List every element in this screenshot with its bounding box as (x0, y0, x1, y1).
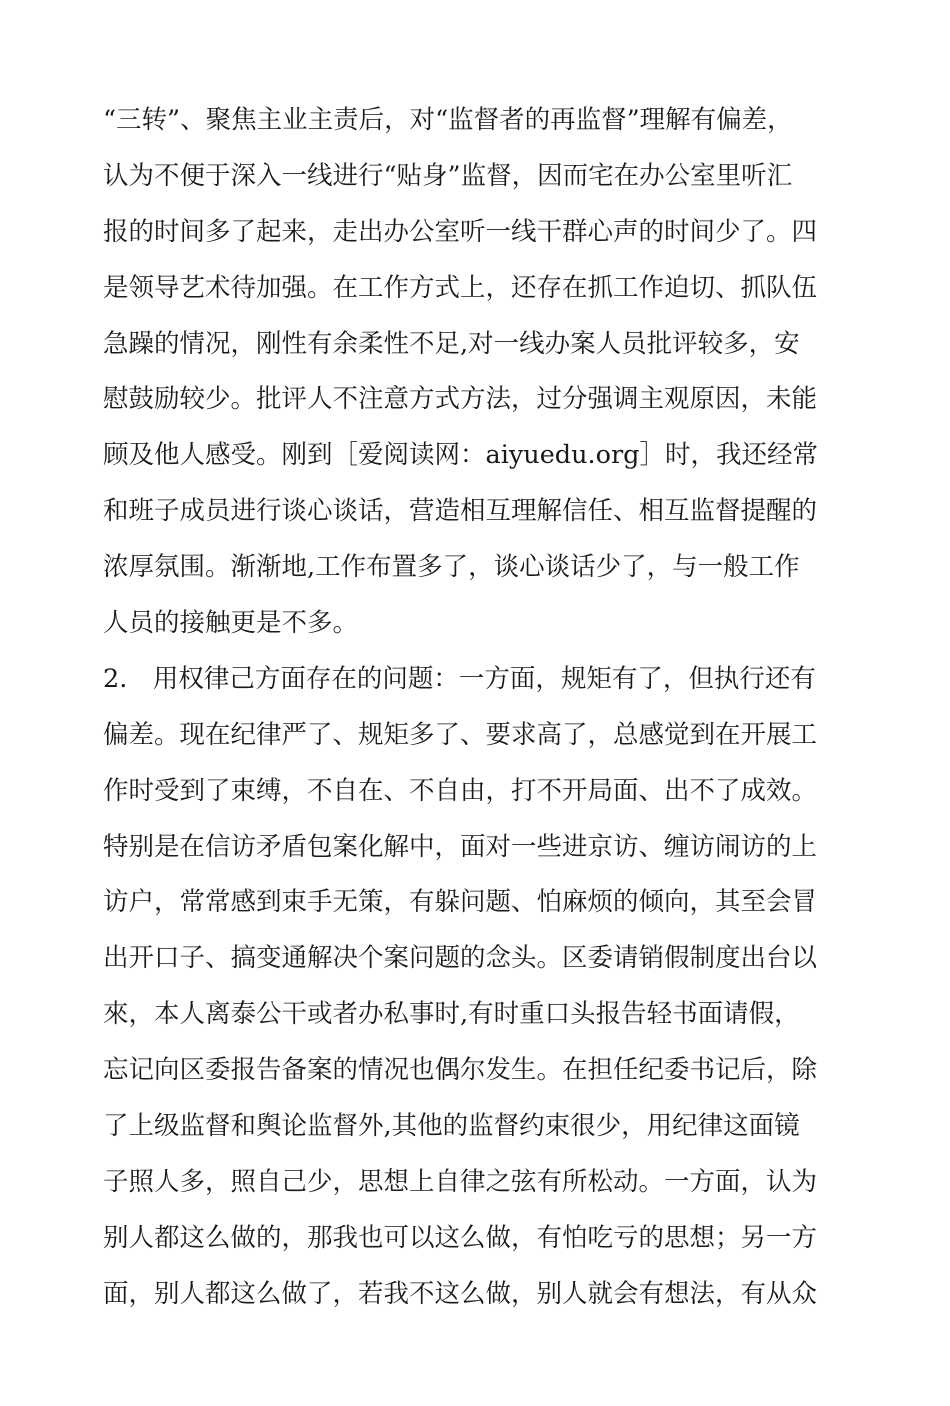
text-line: 访户，常常感到束手无策，有躲问题、怕麻烦的倾向，其至会冒 (103, 887, 818, 918)
text-line: “三转”、聚焦主业主责后，对“监督者的再监督”理解有偏差， (103, 105, 793, 135)
document-body-text (103, 93, 863, 1323)
text-line: 人员的接触更是不多。 (103, 608, 359, 639)
text-line: 出开口子、搞变通解决个案问题的念头。区委请销假制度出台以 (103, 943, 818, 974)
text-line: 來，本人离泰公干或者办私事时,有时重口头报告轻书面请假， (103, 999, 800, 1030)
text-line: 顾及他人感受。刚到［爱阅读网：aiyuedu.org］时，我还经常 (103, 440, 818, 471)
text-line: 了上级监督和舆论监督外,其他的监督约束很少，用纪律这面镜 (103, 1111, 800, 1142)
text-line: 是领导艺术待加强。在工作方式上，还存在抓工作迫切、抓队伍 (103, 272, 818, 303)
text-line: 子照人多，照自己少，思想上自律之弦有所松动。一方面，认为 (103, 1166, 818, 1197)
text-line: 别人都这么做的，那我也可以这么做，有怕吃亏的思想；另一方 (103, 1222, 818, 1253)
text-line: 2. 用权律己方面存在的问题：一方面，规矩有了，但执行还有 (103, 663, 816, 694)
text-line: 作时受到了束缚，不自在、不自由，打不开局面、出不了成效。 (103, 775, 818, 806)
text-line: 浓厚氛围。渐渐地,工作布置多了，谈心谈话少了，与一般工作 (103, 552, 800, 583)
text-line: 认为不便于深入一线进行“贴身”监督，因而宅在办公室里听汇 (103, 160, 793, 191)
text-line: 急躁的情况，刚性有余柔性不足,对一线办案人员批评较多，安 (103, 328, 800, 359)
text-line: 和班子成员进行谈心谈话，营造相互理解信任、相互监督提醒的 (103, 496, 818, 527)
text-line: 面，别人都这么做了，若我不这么做，别人就会有想法，有从众 (103, 1278, 818, 1309)
text-line: 忘记向区委报告备案的情况也偶尔发生。在担任纪委书记后，除 (103, 1055, 818, 1086)
text-line: 特别是在信访矛盾包案化解中，面对一些进京访、缠访闹访的上 (103, 831, 818, 862)
text-line: 报的时间多了起来，走出办公室听一线干群心声的时间少了。四 (103, 216, 818, 247)
text-line: 慰鼓励较少。批评人不注意方式方法，过分强调主观原因，未能 (103, 384, 818, 415)
text-line: 偏差。现在纪律严了、规矩多了、要求高了，总感觉到在开展工 (103, 719, 818, 750)
